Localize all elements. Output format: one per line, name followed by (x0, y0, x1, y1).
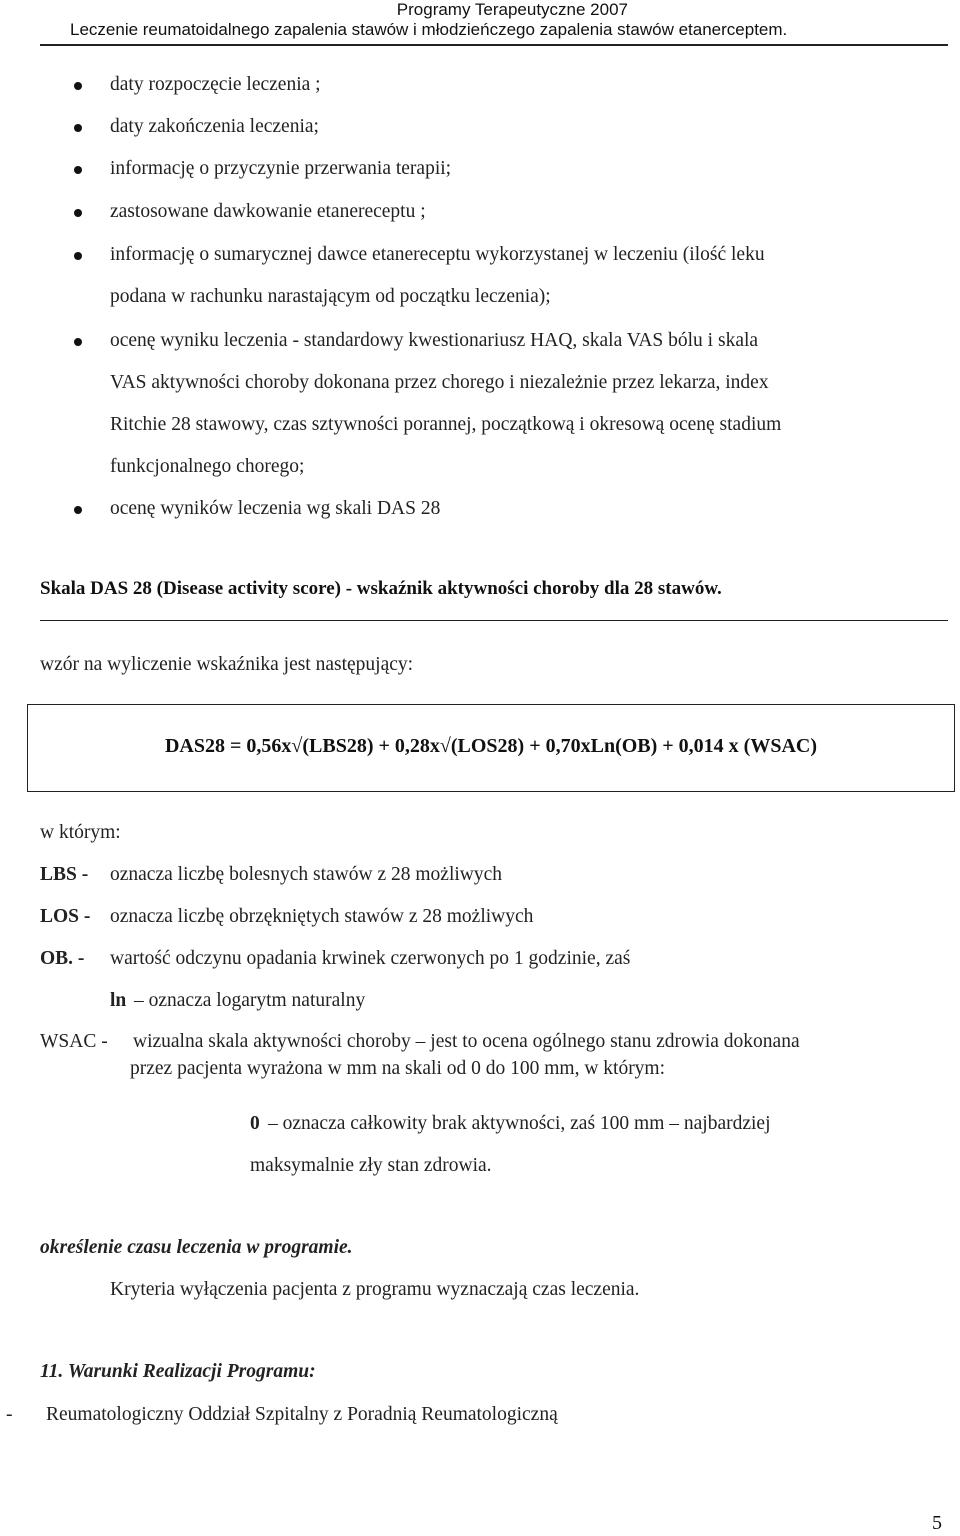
dash-marker: - (6, 1404, 13, 1425)
list-item-line: informację o sumarycznej dawce etanereceptu wykorzystanej w leczeniu (ilość leku (110, 244, 765, 265)
los-term: LOS - (40, 906, 91, 927)
ob-definition: wartość odczynu opadania krwinek czerwonych po 1 godzinie, zaś (110, 948, 631, 969)
running-header-title: Programy Terapeutyczne 2007 (396, 0, 628, 19)
ob-term: OB. - (40, 948, 85, 969)
where-label: w którym: (40, 822, 121, 843)
list-item: daty rozpoczęcie leczenia ; (110, 74, 321, 95)
bullet-icon (74, 338, 82, 346)
los-definition: oznacza liczbę obrzękniętych stawów z 28 możliwych (110, 906, 534, 927)
bullet-icon (74, 252, 82, 260)
list-item-line: Ritchie 28 stawowy, czas sztywności porannej, początkową i okresową ocenę stadium (110, 414, 782, 435)
running-header-subtitle: Leczenie reumatoidalnego zapalenia stawów i młodzieńczego zapalenia stawów etanerceptem. (70, 20, 788, 39)
duration-heading: określenie czasu leczenia w programie. (40, 1237, 353, 1258)
wsac-definition-line: wizualna skala aktywności choroby – jest to ocena ogólnego stanu zdrowia dokonana (133, 1031, 800, 1052)
das-heading: Skala DAS 28 (Disease activity score) - wskaźnik aktywności choroby dla 28 stawów. (40, 578, 722, 599)
list-item-line: ocenę wyniku leczenia - standardowy kwestionariusz HAQ, skala VAS bólu i skala (110, 330, 759, 351)
list-item: ocenę wyników leczenia wg skali DAS 28 (110, 498, 441, 519)
bullet-icon (74, 82, 82, 90)
zero-term: 0 (250, 1113, 260, 1134)
list-item-line: funkcjonalnego chorego; (110, 456, 305, 477)
page-number: 5 (932, 1512, 942, 1534)
lbs-definition: oznacza liczbę bolesnych stawów z 28 możliwych (110, 864, 503, 885)
ln-term: ln (110, 990, 127, 1011)
bullet-icon (74, 166, 82, 174)
list-item: zastosowane dawkowanie etanereceptu ; (110, 201, 426, 222)
section-11-heading: 11. Warunki Realizacji Programu: (40, 1361, 316, 1382)
header-rule (40, 44, 948, 46)
bullet-icon (74, 124, 82, 132)
bullet-icon (74, 506, 82, 514)
zero-definition-line: – oznacza całkowity brak aktywności, zaś 100 mm – najbardziej (268, 1113, 771, 1134)
list-item: informację o przyczynie przerwania terapii; (110, 158, 452, 179)
lbs-term: LBS - (40, 864, 89, 885)
formula-intro: wzór na wyliczenie wskaźnika jest następujący: (40, 654, 414, 675)
wsac-term: WSAC - (40, 1031, 108, 1052)
das28-formula: DAS28 = 0,56x√(LBS28) + 0,28x√(LOS28) + 0,70xLn(OB) + 0,014 x (WSAC) (164, 735, 818, 757)
dash-item-text: Reumatologiczny Oddział Szpitalny z Poradnią Reumatologiczną (46, 1404, 558, 1425)
bullet-icon (74, 209, 82, 217)
ln-definition: – oznacza logarytm naturalny (134, 990, 366, 1011)
list-item-line: podana w rachunku narastającym od początku leczenia); (110, 286, 551, 307)
zero-definition-line: maksymalnie zły stan zdrowia. (250, 1155, 492, 1176)
list-item: daty zakończenia leczenia; (110, 116, 319, 137)
formula-box (27, 704, 955, 792)
wsac-definition-line: przez pacjenta wyrażona w mm na skali od 0 do 100 mm, w którym: (130, 1058, 666, 1079)
section-rule (40, 620, 948, 621)
list-item-line: VAS aktywności choroby dokonana przez chorego i niezależnie przez lekarza, index (110, 372, 769, 393)
duration-text: Kryteria wyłączenia pacjenta z programu wyznaczają czas leczenia. (110, 1279, 640, 1300)
